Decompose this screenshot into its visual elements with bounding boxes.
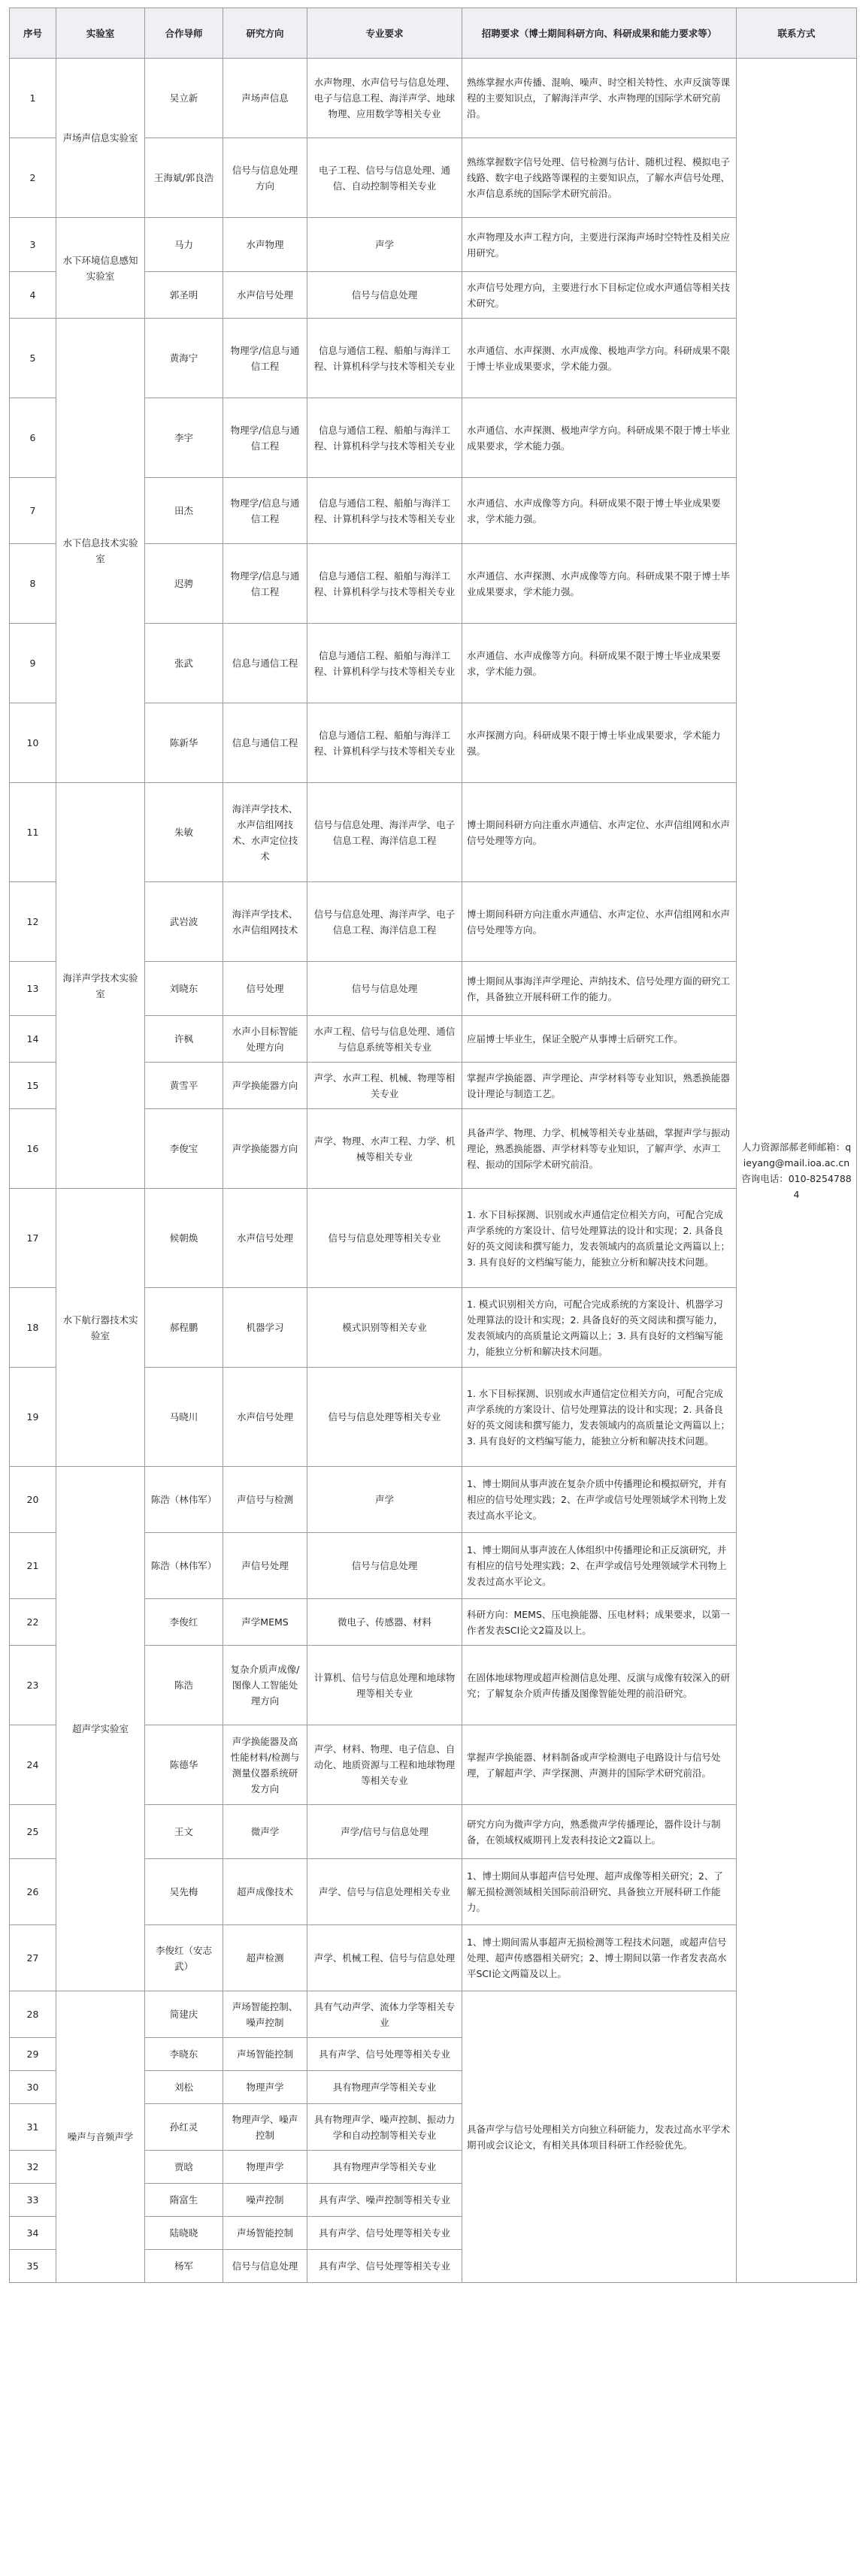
cell-direction: 声学换能器及高性能材料/检测与测量仪器系统研发方向 xyxy=(223,1725,307,1805)
cell-direction: 物理学/信息与通信工程 xyxy=(223,398,307,478)
cell-no: 15 xyxy=(10,1063,56,1109)
cell-major: 信息与通信工程、船舶与海洋工程、计算机科学与技术等相关专业 xyxy=(307,544,462,624)
cell-requirements: 水声通信、水声成像等方向。科研成果不限于博士毕业成果要求，学术能力强。 xyxy=(462,478,737,544)
cell-mentor: 陈德华 xyxy=(145,1725,223,1805)
cell-no: 17 xyxy=(10,1189,56,1288)
cell-no: 31 xyxy=(10,2104,56,2151)
cell-no: 5 xyxy=(10,319,56,398)
cell-direction: 水声信号处理 xyxy=(223,272,307,319)
cell-major: 具有物理声学等相关专业 xyxy=(307,2151,462,2184)
cell-major: 信号与信息处理、海洋声学、电子信息工程、海洋信息工程 xyxy=(307,783,462,882)
cell-mentor: 刘晓东 xyxy=(145,962,223,1016)
cell-requirements: 掌握声学换能器、声学理论、声学材料等专业知识，熟悉换能器设计理论与制造工艺。 xyxy=(462,1063,737,1109)
cell-direction: 声信号与检测 xyxy=(223,1467,307,1533)
cell-requirements: 熟练掌握数字信号处理、信号检测与估计、随机过程、模拟电子线路、数字电子线路等课程的主要知识点，了解水声信号处理、水声信息系统的国际学术研究前沿。 xyxy=(462,138,737,218)
header-no: 序号 xyxy=(10,8,56,59)
cell-no: 4 xyxy=(10,272,56,319)
cell-requirements: 具备声学、物理、力学、机械等相关专业基础，掌握声学与振动理论，熟悉换能器、声学材料等专业知识，了解声学、水声工程、振动的国际学术研究前沿。 xyxy=(462,1109,737,1189)
cell-direction: 信号与信息处理 xyxy=(223,2250,307,2283)
cell-requirements: 博士期间从事海洋声学理论、声纳技术、信号处理方面的研究工作，具备独立开展科研工作的能力。 xyxy=(462,962,737,1016)
cell-major: 水声工程、信号与信息处理、通信与信息系统等相关专业 xyxy=(307,1016,462,1063)
cell-direction: 声学换能器方向 xyxy=(223,1109,307,1189)
cell-direction: 声场智能控制 xyxy=(223,2038,307,2071)
cell-major: 声学 xyxy=(307,1467,462,1533)
cell-requirements: 水声物理及水声工程方向，主要进行深海声场时空特性及相关应用研究。 xyxy=(462,218,737,272)
cell-no: 19 xyxy=(10,1368,56,1467)
cell-mentor: 田杰 xyxy=(145,478,223,544)
cell-requirements: 1. 水下目标探测、识别或水声通信定位相关方向，可配合完成声学系统的方案设计、信号处理算法的设计和实现；2. 具备良好的英文阅读和撰写能力，发表领域内的高质量论文两篇以上；3. 具有良好的文档编写能力，能独立分析和解决技术问题。 xyxy=(462,1189,737,1288)
cell-direction: 水声小目标智能处理方向 xyxy=(223,1016,307,1063)
cell-direction: 声学换能器方向 xyxy=(223,1063,307,1109)
header-mentor: 合作导师 xyxy=(145,8,223,59)
cell-direction: 水声信号处理 xyxy=(223,1189,307,1288)
cell-requirements: 1、博士期间从事声波在人体组织中传播理论和正反演研究，并有相应的信号处理实践；2、在声学或信号处理领域学术刊物上发表过高水平论文。 xyxy=(462,1533,737,1599)
cell-mentor: 郭圣明 xyxy=(145,272,223,319)
cell-major: 信号与信息处理 xyxy=(307,272,462,319)
cell-no: 11 xyxy=(10,783,56,882)
cell-mentor: 马力 xyxy=(145,218,223,272)
cell-major: 信息与通信工程、船舶与海洋工程、计算机科学与技术等相关专业 xyxy=(307,703,462,783)
cell-mentor: 候朝焕 xyxy=(145,1189,223,1288)
cell-no: 16 xyxy=(10,1109,56,1189)
cell-no: 24 xyxy=(10,1725,56,1805)
cell-direction: 声学MEMS xyxy=(223,1599,307,1646)
cell-major: 声学 xyxy=(307,218,462,272)
cell-no: 1 xyxy=(10,59,56,138)
table-row xyxy=(10,1467,857,1533)
cell-direction: 信息与通信工程 xyxy=(223,703,307,783)
cell-lab: 噪声与音频声学 xyxy=(56,1991,145,2283)
cell-mentor: 郝程鹏 xyxy=(145,1288,223,1368)
cell-no: 18 xyxy=(10,1288,56,1368)
cell-direction: 声场智能控制、噪声控制 xyxy=(223,1991,307,2038)
table-row xyxy=(10,1991,857,2038)
cell-major: 声学、信号与信息处理相关专业 xyxy=(307,1859,462,1925)
cell-major: 具有声学、信号处理等相关专业 xyxy=(307,2217,462,2250)
cell-mentor: 吴先梅 xyxy=(145,1859,223,1925)
cell-no: 30 xyxy=(10,2071,56,2104)
cell-no: 6 xyxy=(10,398,56,478)
cell-requirements: 博士期间科研方向注重水声通信、水声定位、水声信组网和水声信号处理等方向。 xyxy=(462,882,737,962)
cell-no: 13 xyxy=(10,962,56,1016)
cell-direction: 声场声信息 xyxy=(223,59,307,138)
cell-no: 33 xyxy=(10,2184,56,2217)
cell-major: 模式识别等相关专业 xyxy=(307,1288,462,1368)
cell-major: 具有声学、信号处理等相关专业 xyxy=(307,2250,462,2283)
cell-lab: 超声学实验室 xyxy=(56,1467,145,1991)
cell-major: 信号与信息处理 xyxy=(307,1533,462,1599)
cell-direction: 微声学 xyxy=(223,1805,307,1859)
cell-mentor: 朱敏 xyxy=(145,783,223,882)
cell-mentor: 陈新华 xyxy=(145,703,223,783)
cell-direction: 信号与信息处理方向 xyxy=(223,138,307,218)
header-contact: 联系方式 xyxy=(737,8,857,59)
cell-requirements: 水声通信、水声成像等方向。科研成果不限于博士毕业成果要求，学术能力强。 xyxy=(462,624,737,703)
cell-no: 8 xyxy=(10,544,56,624)
cell-direction: 物理声学 xyxy=(223,2071,307,2104)
cell-direction: 声场智能控制 xyxy=(223,2217,307,2250)
cell-no: 7 xyxy=(10,478,56,544)
cell-direction: 水声信号处理 xyxy=(223,1368,307,1467)
cell-direction: 物理学/信息与通信工程 xyxy=(223,544,307,624)
cell-requirements: 1、博士期间从事超声信号处理、超声成像等相关研究；2、了解无损检测领域相关国际前沿研究、具备独立开展科研工作能力。 xyxy=(462,1859,737,1925)
cell-requirements: 1. 模式识别相关方向，可配合完成系统的方案设计、机器学习处理算法的设计和实现；2. 具备良好的英文阅读和撰写能力，发表领域内的高质量论文两篇以上；3. 具有良好的文档编写能力，能独立分析和解决技术问题。 xyxy=(462,1288,737,1368)
cell-major: 具有声学、噪声控制等相关专业 xyxy=(307,2184,462,2217)
cell-requirements: 水声信号处理方向，主要进行水下目标定位或水声通信等相关技术研究。 xyxy=(462,272,737,319)
cell-mentor: 陈浩 xyxy=(145,1646,223,1725)
cell-no: 9 xyxy=(10,624,56,703)
cell-mentor: 刘松 xyxy=(145,2071,223,2104)
cell-direction: 超声成像技术 xyxy=(223,1859,307,1925)
cell-requirements: 1、博士期间需从事超声无损检测等工程技术问题，或超声信号处理、超声传感器相关研究；2、博士期间以第一作者发表高水平SCI论文两篇及以上。 xyxy=(462,1925,737,1991)
cell-mentor: 李宇 xyxy=(145,398,223,478)
cell-mentor: 李晓东 xyxy=(145,2038,223,2071)
cell-mentor: 陈浩（林伟军） xyxy=(145,1467,223,1533)
cell-direction: 水声物理 xyxy=(223,218,307,272)
cell-mentor: 马晓川 xyxy=(145,1368,223,1467)
cell-mentor: 武岩波 xyxy=(145,882,223,962)
cell-mentor: 杨军 xyxy=(145,2250,223,2283)
cell-no: 20 xyxy=(10,1467,56,1533)
cell-no: 22 xyxy=(10,1599,56,1646)
cell-mentor: 李俊红（安志武） xyxy=(145,1925,223,1991)
cell-mentor: 简建庆 xyxy=(145,1991,223,2038)
table-header-row xyxy=(10,8,857,59)
cell-no: 27 xyxy=(10,1925,56,1991)
cell-lab: 声场声信息实验室 xyxy=(56,59,145,218)
cell-no: 21 xyxy=(10,1533,56,1599)
cell-mentor: 隋富生 xyxy=(145,2184,223,2217)
cell-direction: 物理学/信息与通信工程 xyxy=(223,478,307,544)
cell-requirements: 应届博士毕业生，保证全脱产从事博士后研究工作。 xyxy=(462,1016,737,1063)
cell-direction: 超声检测 xyxy=(223,1925,307,1991)
table-row xyxy=(10,59,857,138)
header-direction: 研究方向 xyxy=(223,8,307,59)
cell-direction: 物理学/信息与通信工程 xyxy=(223,319,307,398)
table-row xyxy=(10,218,857,272)
cell-requirements: 1. 水下目标探测、识别或水声通信定位相关方向，可配合完成声学系统的方案设计、信号处理算法的设计和实现；2. 具备良好的英文阅读和撰写能力，发表领域内的高质量论文两篇以上；3. 具有良好的文档编写能力，能独立分析和解决技术问题。 xyxy=(462,1368,737,1467)
cell-requirements: 科研方向：MEMS、压电换能器、压电材料；成果要求，以第一作者发表SCI论文2篇及以上。 xyxy=(462,1599,737,1646)
header-requirements: 招聘要求（博士期间科研方向、科研成果和能力要求等） xyxy=(462,8,737,59)
cell-mentor: 王海斌/郭良浩 xyxy=(145,138,223,218)
cell-major: 声学、物理、水声工程、力学、机械等相关专业 xyxy=(307,1109,462,1189)
cell-requirements: 掌握声学换能器、材料制备或声学检测电子电路设计与信号处理，了解超声学、声学探测、声测井的国际学术研究前沿。 xyxy=(462,1725,737,1805)
cell-requirements: 在固体地球物理或超声检测信息处理、反演与成像有较深入的研究；了解复杂介质声传播及图像智能处理的前沿研究。 xyxy=(462,1646,737,1725)
cell-major: 微电子、传感器、材料 xyxy=(307,1599,462,1646)
cell-requirements: 研究方向为微声学方向，熟悉微声学传播理论，器件设计与制备，在领域权威期刊上发表科技论文2篇以上。 xyxy=(462,1805,737,1859)
cell-no: 10 xyxy=(10,703,56,783)
cell-major: 声学、水声工程、机械、物理等相关专业 xyxy=(307,1063,462,1109)
cell-major: 信号与信息处理 xyxy=(307,962,462,1016)
cell-major: 计算机、信号与信息处理和地球物理等相关专业 xyxy=(307,1646,462,1725)
cell-requirements: 博士期间科研方向注重水声通信、水声定位、水声信组网和水声信号处理等方向。 xyxy=(462,783,737,882)
cell-major: 信息与通信工程、船舶与海洋工程、计算机科学与技术等相关专业 xyxy=(307,624,462,703)
cell-direction: 海洋声学技术、水声信组网技术、水声定位技术 xyxy=(223,783,307,882)
cell-major: 声学、机械工程、信号与信息处理 xyxy=(307,1925,462,1991)
cell-no: 26 xyxy=(10,1859,56,1925)
cell-major: 信息与通信工程、船舶与海洋工程、计算机科学与技术等相关专业 xyxy=(307,478,462,544)
table-row xyxy=(10,319,857,398)
cell-no: 32 xyxy=(10,2151,56,2184)
header-lab: 实验室 xyxy=(56,8,145,59)
cell-requirements: 水声探测方向。科研成果不限于博士毕业成果要求，学术能力强。 xyxy=(462,703,737,783)
cell-direction: 噪声控制 xyxy=(223,2184,307,2217)
cell-major: 具有气动声学、流体力学等相关专业 xyxy=(307,1991,462,2038)
cell-major: 电子工程、信号与信息处理、通信、自动控制等相关专业 xyxy=(307,138,462,218)
cell-mentor: 许枫 xyxy=(145,1016,223,1063)
cell-no: 3 xyxy=(10,218,56,272)
cell-mentor: 李俊宝 xyxy=(145,1109,223,1189)
cell-lab: 水下信息技术实验室 xyxy=(56,319,145,783)
cell-mentor: 李俊红 xyxy=(145,1599,223,1646)
cell-major: 信号与信息处理等相关专业 xyxy=(307,1368,462,1467)
cell-no: 29 xyxy=(10,2038,56,2071)
cell-requirements: 熟练掌握水声传播、混响、噪声、时空相关特性、水声反演等课程的主要知识点，了解海洋声学、水声物理的国际学术研究前沿。 xyxy=(462,59,737,138)
recruitment-table xyxy=(9,8,857,2283)
cell-mentor: 王文 xyxy=(145,1805,223,1859)
cell-major: 声学、材料、物理、电子信息、自动化、地质资源与工程和地球物理等相关专业 xyxy=(307,1725,462,1805)
cell-requirements: 1、博士期间从事声波在复杂介质中传播理论和模拟研究，并有相应的信号处理实践；2、在声学或信号处理领域学术刊物上发表过高水平论文。 xyxy=(462,1467,737,1533)
cell-mentor: 陆晓晓 xyxy=(145,2217,223,2250)
cell-no: 28 xyxy=(10,1991,56,2038)
cell-no: 12 xyxy=(10,882,56,962)
cell-direction: 声信号处理 xyxy=(223,1533,307,1599)
cell-major: 水声物理、水声信号与信息处理、电子与信息工程、海洋声学、地球物理、应用数学等相关专业 xyxy=(307,59,462,138)
cell-mentor: 贾晗 xyxy=(145,2151,223,2184)
cell-major: 信息与通信工程、船舶与海洋工程、计算机科学与技术等相关专业 xyxy=(307,398,462,478)
cell-requirements: 水声通信、水声探测、水声成像等方向。科研成果不限于博士毕业成果要求，学术能力强。 xyxy=(462,544,737,624)
cell-direction: 信息与通信工程 xyxy=(223,624,307,703)
cell-mentor: 迟骋 xyxy=(145,544,223,624)
cell-direction: 海洋声学技术、水声信组网技术 xyxy=(223,882,307,962)
cell-direction: 物理声学、噪声控制 xyxy=(223,2104,307,2151)
cell-major: 具有物理声学、噪声控制、振动力学和自动控制等相关专业 xyxy=(307,2104,462,2151)
cell-direction: 机器学习 xyxy=(223,1288,307,1368)
cell-mentor: 孙红灵 xyxy=(145,2104,223,2151)
table-row xyxy=(10,1189,857,1288)
cell-direction: 复杂介质声成像/图像人工智能处理方向 xyxy=(223,1646,307,1725)
cell-direction: 信号处理 xyxy=(223,962,307,1016)
cell-mentor: 黄海宁 xyxy=(145,319,223,398)
cell-no: 2 xyxy=(10,138,56,218)
table-row xyxy=(10,783,857,882)
cell-contact: 人力资源部郝老师邮箱：qieyang@mail.ioa.ac.cn咨询电话：010-82547884 xyxy=(737,59,857,2283)
cell-no: 23 xyxy=(10,1646,56,1725)
cell-major: 具有物理声学等相关专业 xyxy=(307,2071,462,2104)
cell-mentor: 吴立新 xyxy=(145,59,223,138)
cell-major: 具有声学、信号处理等相关专业 xyxy=(307,2038,462,2071)
cell-direction: 物理声学 xyxy=(223,2151,307,2184)
cell-no: 35 xyxy=(10,2250,56,2283)
cell-requirements: 具备声学与信号处理相关方向独立科研能力，发表过高水平学术期刊或会议论文，有相关具体项目科研工作经验优先。 xyxy=(462,1991,737,2283)
cell-mentor: 陈浩（林伟军） xyxy=(145,1533,223,1599)
cell-lab: 水下航行器技术实验室 xyxy=(56,1189,145,1467)
cell-major: 信号与信息处理等相关专业 xyxy=(307,1189,462,1288)
cell-no: 14 xyxy=(10,1016,56,1063)
cell-no: 25 xyxy=(10,1805,56,1859)
cell-lab: 水下环境信息感知实验室 xyxy=(56,218,145,319)
cell-no: 34 xyxy=(10,2217,56,2250)
cell-requirements: 水声通信、水声探测、水声成像、极地声学方向。科研成果不限于博士毕业成果要求，学术能力强。 xyxy=(462,319,737,398)
cell-mentor: 黄雪平 xyxy=(145,1063,223,1109)
cell-major: 信号与信息处理、海洋声学、电子信息工程、海洋信息工程 xyxy=(307,882,462,962)
header-major: 专业要求 xyxy=(307,8,462,59)
cell-lab: 海洋声学技术实验室 xyxy=(56,783,145,1189)
cell-major: 信息与通信工程、船舶与海洋工程、计算机科学与技术等相关专业 xyxy=(307,319,462,398)
cell-requirements: 水声通信、水声探测、极地声学方向。科研成果不限于博士毕业成果要求，学术能力强。 xyxy=(462,398,737,478)
cell-mentor: 张武 xyxy=(145,624,223,703)
cell-major: 声学/信号与信息处理 xyxy=(307,1805,462,1859)
